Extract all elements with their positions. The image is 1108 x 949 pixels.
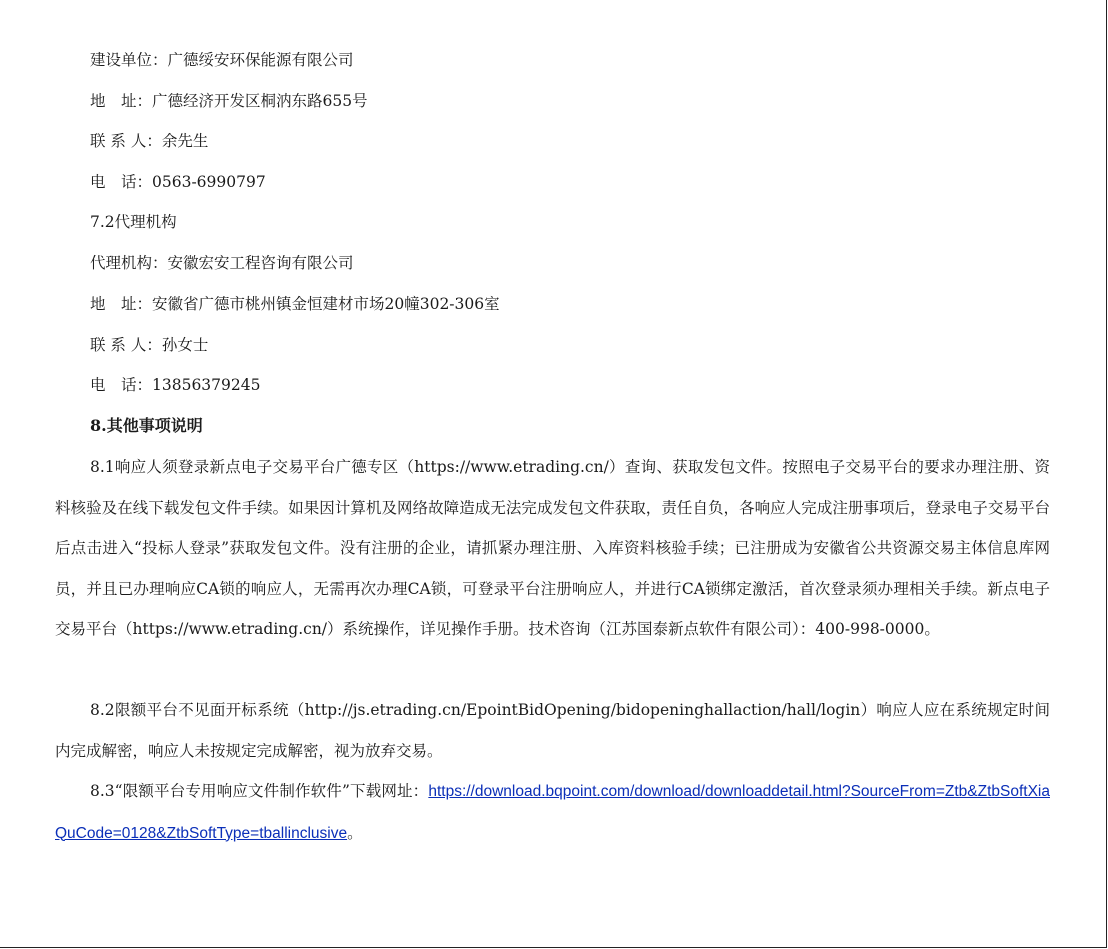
agency-contact-line: 联 系 人：孙女士 [90, 336, 209, 354]
agency-section-title: 7.2代理机构 [90, 213, 177, 231]
paragraph-8-3-suffix: 。 [347, 823, 363, 842]
builder-contact-line: 联 系 人：余先生 [90, 132, 209, 150]
agency-phone-line: 电 话：13856379245 [90, 376, 261, 394]
builder-unit-line: 建设单位：广德绥安环保能源有限公司 [90, 51, 354, 69]
agency-address-line: 地 址：安徽省广德市桃州镇金恒建材市场20幢302-306室 [90, 295, 500, 313]
builder-phone-line: 电 话：0563-6990797 [90, 173, 266, 191]
paragraph-8-3-prefix: 8.3“限额平台专用响应文件制作软件”下载网址： [90, 782, 429, 800]
paragraph-8-1: 8.1响应人须登录新点电子交易平台广德专区（https://www.etrading.cn/）查询、获取发包文件。按照电子交易平台的要求办理注册、资料核验及在线下载发包文件手续。如果因计算机及网络故障造成无法完成发包文件获取，责任自负，各响应人完成注册事项后，登录电子交易平台后点击进入“投标人登录”获取发包文件。没有注册的企业，请抓紧办理注册、入库资料核验手续；已注册成为安徽省公共资源交易主体信息库网员，并且已办理响应CA锁的响应人，无需再次办理CA锁，可登录平台注册响应人，并进行CA锁绑定激活，首次登录须办理相关手续。新点电子交易平台（https://www.etrading.cn/）系统操作，详见操作手册。技术咨询（江苏国泰新点软件有限公司）：400-998-0000。 [55, 458, 1050, 638]
paragraph-8-3 [55, 771, 1050, 854]
paragraph-8-2: 8.2限额平台不见面开标系统（http://js.etrading.cn/EpointBidOpening/bidopeninghallaction/hall/login）响应人应在系统规定时间内完成解密，响应人未按规定完成解密，视为放弃交易。 [55, 701, 1050, 760]
download-link[interactable]: https://download.bqpoint.com/download/downloaddetail.html?SourceFrom=Ztb&ZtbSoftXiaQuCode=0128&ZtbSoftType=tballinclusive [55, 783, 1050, 842]
other-section-title: 8.其他事项说明 [90, 416, 203, 435]
agency-name-line: 代理机构：安徽宏安工程咨询有限公司 [90, 254, 354, 272]
builder-address-line: 地 址：广德经济开发区桐汭东路655号 [90, 92, 368, 110]
